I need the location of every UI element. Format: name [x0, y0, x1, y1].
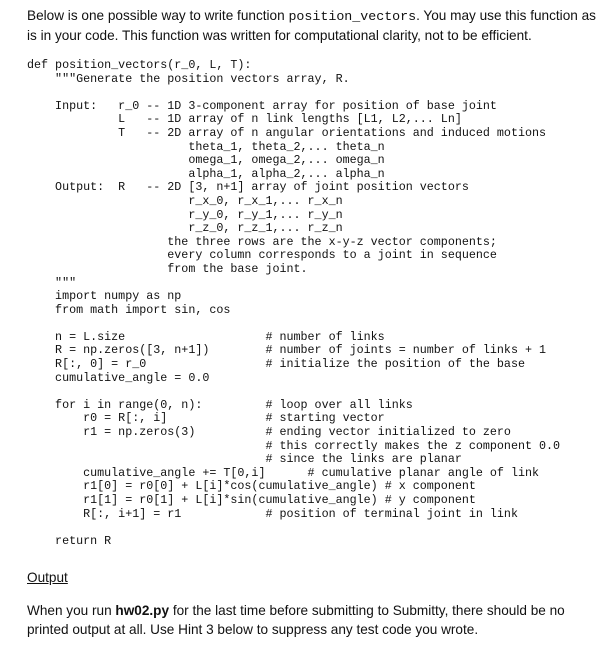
code-line: n = L.size # number of links: [27, 329, 385, 344]
code-line: T -- 2D array of n angular orientations and induced motions: [27, 125, 547, 140]
output-text-before: When you run: [27, 603, 116, 618]
output-heading: Output: [27, 570, 68, 585]
code-line: import numpy as np: [27, 289, 182, 304]
code-line: for i in range(0, n): # loop over all links: [27, 397, 413, 412]
code-line: # since the links are planar: [27, 452, 462, 467]
code-line: """: [27, 275, 77, 290]
code-line: r0 = R[:, i] # starting vector: [27, 411, 385, 426]
code-line: every column corresponds to a joint in sequence: [27, 248, 497, 263]
code-line: return R: [27, 533, 112, 548]
intro-paragraph: [27, 6, 597, 45]
code-line: r_x_0, r_x_1,... r_x_n: [27, 193, 343, 208]
code-line: r_z_0, r_z_1,... r_z_n: [27, 221, 343, 236]
code-line: R[:, 0] = r_0 # initialize the position of the base: [27, 357, 525, 372]
code-line: R[:, i+1] = r1 # position of terminal joint in link: [27, 506, 518, 521]
intro-text-before: Below is one possible way to write function: [27, 8, 289, 23]
code-block: [27, 59, 560, 548]
code-line: L -- 1D array of n link lengths [L1, L2,... Ln]: [27, 112, 462, 127]
code-line: r1[0] = r0[0] + L[i]*cos(cumulative_angle) # x component: [27, 479, 476, 494]
code-line: def position_vectors(r_0, L, T):: [27, 58, 252, 72]
code-line: the three rows are the x-y-z vector components;: [27, 234, 497, 249]
code-line: cumulative_angle = 0.0: [27, 370, 210, 385]
code-line: """Generate the position vectors array, R.: [27, 71, 350, 86]
output-filename: hw02.py: [115, 603, 170, 618]
code-line: R = np.zeros([3, n+1]) # number of joints = number of links + 1: [27, 343, 547, 358]
intro-text-after: . You may use this function as is in your code. This function was written for computational clarity, not to be efficient.: [27, 8, 596, 43]
code-line: r1 = np.zeros(3) # ending vector initialized to zero: [27, 425, 511, 440]
code-line: alpha_1, alpha_2,... alpha_n: [27, 166, 385, 181]
code-line: from math import sin, cos: [27, 302, 231, 317]
code-line: theta_1, theta_2,... theta_n: [27, 139, 385, 154]
code-line: omega_1, omega_2,... omega_n: [27, 153, 385, 168]
output-text-after: for the last time before submitting to Submitty, there should be no printed output at all. Use Hint 3 below to suppress any test code you wrote.: [27, 603, 565, 637]
code-line: cumulative_angle += T[0,i] # cumulative planar angle of link: [27, 465, 539, 480]
output-paragraph: [27, 601, 599, 639]
code-line: r_y_0, r_y_1,... r_y_n: [27, 207, 343, 222]
code-line: Output: R -- 2D [3, n+1] array of joint position vectors: [27, 180, 469, 195]
code-line: # this correctly makes the z component 0.0: [27, 438, 561, 453]
function-name: position_vectors: [288, 9, 417, 24]
code-line: Input: r_0 -- 1D 3-component array for position of base joint: [27, 98, 497, 113]
code-line: r1[1] = r0[1] + L[i]*sin(cumulative_angle) # y component: [27, 493, 476, 507]
code-line: from the base joint.: [27, 261, 308, 276]
